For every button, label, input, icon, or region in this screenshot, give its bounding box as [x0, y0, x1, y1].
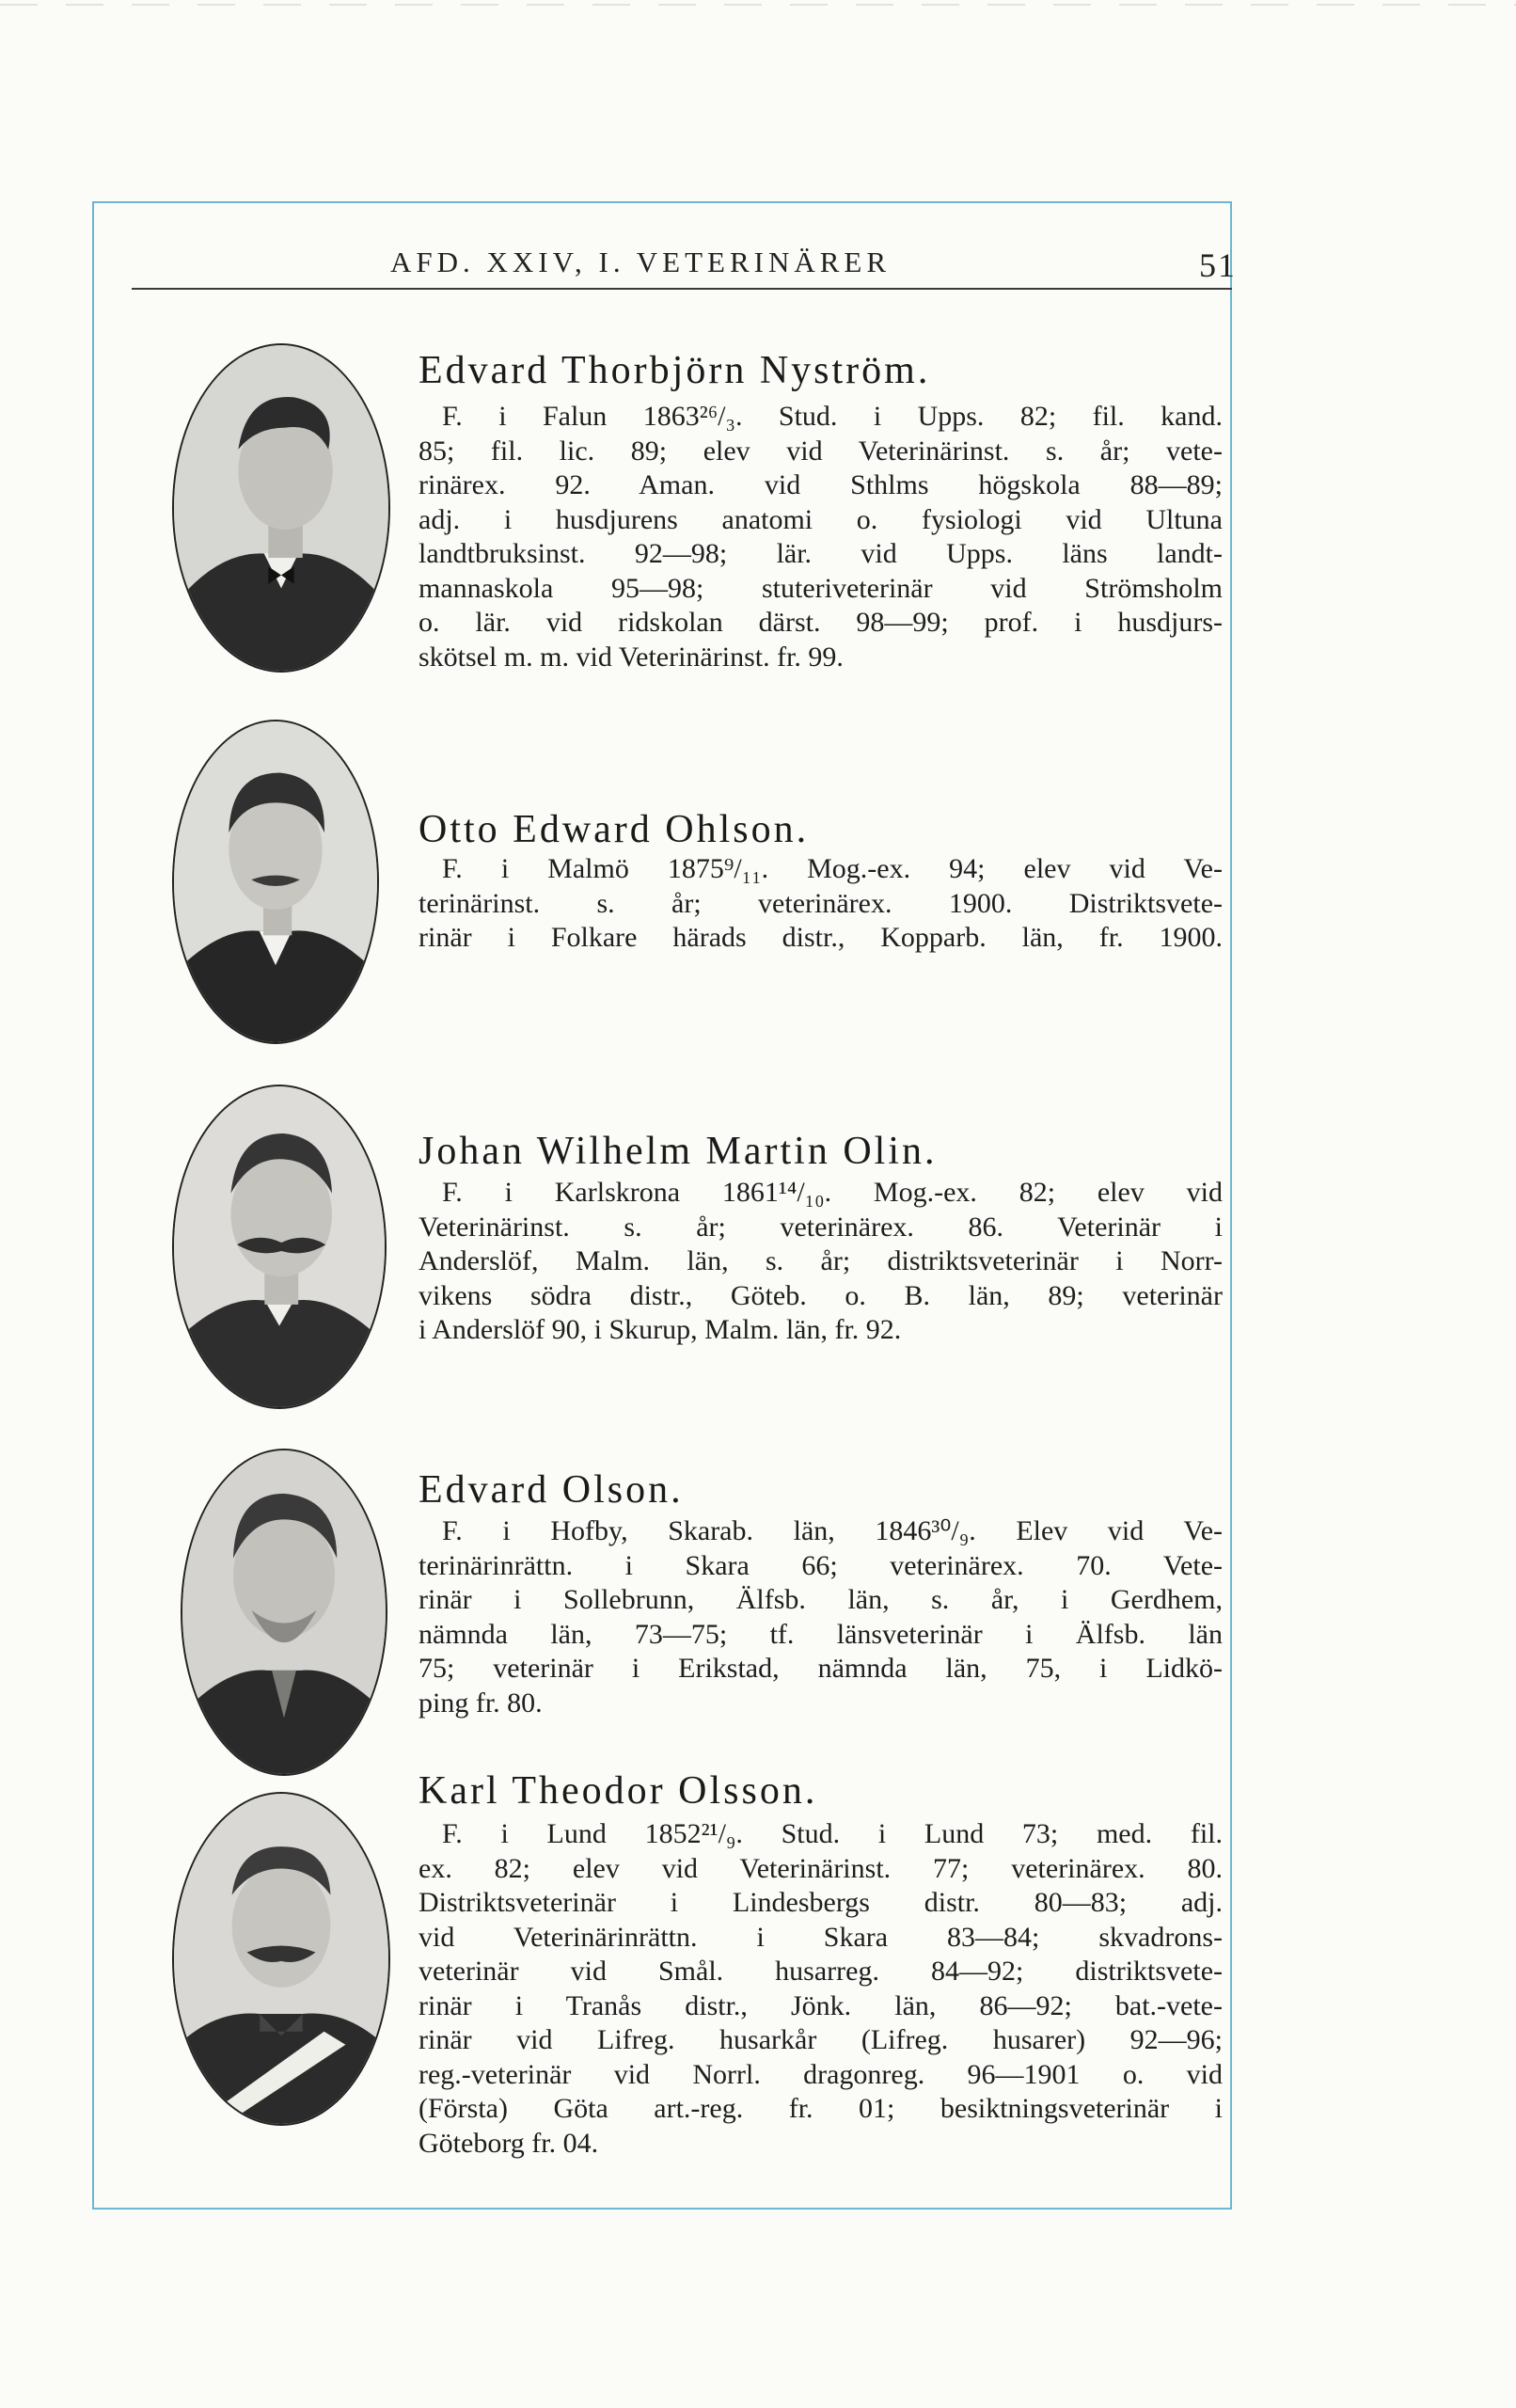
- portrait-photo-icon: [172, 720, 379, 1044]
- bio-line: rinärex. 92. Aman. vid Sthlms högskola 88—89;: [418, 469, 1223, 500]
- bio-line: i Anderslöf 90, i Skurup, Malm. län, fr. 92.: [418, 1314, 902, 1345]
- portrait-photo-icon: [172, 343, 390, 673]
- bio-line: adj. i husdjurens anatomi o. fysiologi vid Ultuna: [418, 503, 1223, 535]
- bio-line: vikens södra distr., Göteb. o. B. län, 89; veterinär: [418, 1279, 1223, 1311]
- bio-line: skötsel m. m. vid Veterinärinst. fr. 99.: [418, 641, 844, 673]
- bio-line: ping fr. 80.: [418, 1687, 543, 1719]
- bio-line: vid Veterinärinrättn. i Skara 83—84; skvadrons-: [418, 1921, 1223, 1953]
- bio-line: rinär vid Lifreg. husarkår (Lifreg. husarer) 92—96;: [418, 2024, 1223, 2055]
- bio-line: ex. 82; elev vid Veterinärinst. 77; veterinärex. 80.: [418, 1852, 1223, 1884]
- bio-line: F. i Karlskrona 1861¹⁴/₁₀. Mog.-ex. 82; elev vid: [442, 1177, 1223, 1208]
- bio-line: 75; veterinär i Erikstad, nämnda län, 75, i Lidkö-: [418, 1653, 1223, 1684]
- bio-line: Distriktsveterinär i Lindesbergs distr. 80—83; adj.: [418, 1887, 1223, 1918]
- entry-bio: [418, 852, 1223, 956]
- bio-line: o. lär. vid ridskolan därst. 98—99; prof. i husdjurs-: [418, 607, 1223, 638]
- bio-line: terinärinrättn. i Skara 66; veterinärex. 70. Vete-: [418, 1549, 1223, 1581]
- bio-line: nämnda län, 73—75; tf. länsveterinär i Älfsb. län: [418, 1618, 1223, 1650]
- bio-line: F. i Lund 1852²¹/₉. Stud. i Lund 73; med. fil.: [442, 1818, 1223, 1849]
- page-header: [390, 240, 1237, 287]
- bio-line: rinär i Sollebrunn, Älfsb. län, s. år, i Gerdhem,: [418, 1584, 1223, 1615]
- entry-bio: [418, 1817, 1223, 2161]
- portrait-photo-icon: [172, 1085, 387, 1409]
- bio-line: terinärinst. s. år; veterinärex. 1900. Distriktsvete-: [418, 887, 1223, 919]
- bio-line: mannaskola 95—98; stuteriveterinär vid Strömsholm: [418, 572, 1223, 604]
- bio-line: Göteborg fr. 04.: [418, 2127, 599, 2159]
- bio-line: F. i Malmö 1875⁹/₁₁. Mog.-ex. 94; elev vid Ve-: [442, 853, 1223, 884]
- bio-line: 85; fil. lic. 89; elev vid Veterinärinst. s. år; vete-: [418, 435, 1223, 467]
- bio-line: (Första) Göta art.-reg. fr. 01; besiktningsveterinär i: [418, 2093, 1223, 2124]
- entry-bio: [418, 400, 1223, 674]
- portrait-photo-icon: [181, 1449, 387, 1776]
- bio-line: rinär i Folkare härads distr., Kopparb. län, fr. 1900.: [418, 922, 1223, 953]
- header-rule: [132, 288, 1232, 290]
- entry-name: Edvard Thorbjörn Nyström.: [418, 349, 931, 392]
- page-edge-mark: [0, 4, 1516, 6]
- entry-name: Otto Edward Ohlson.: [418, 808, 810, 851]
- bio-line: F. i Hofby, Skarab. län, 1846³⁰/₉. Elev vid Ve-: [442, 1515, 1223, 1546]
- entry-name: Karl Theodor Olsson.: [418, 1769, 818, 1813]
- bio-line: rinär i Tranås distr., Jönk. län, 86—92; bat.-vete-: [418, 1989, 1223, 2021]
- entry-name: Edvard Olson.: [418, 1468, 684, 1512]
- entry-bio: [418, 1514, 1223, 1720]
- entry-name: Johan Wilhelm Martin Olin.: [418, 1130, 938, 1173]
- bio-line: Veterinärinst. s. år; veterinärex. 86. Veterinär i: [418, 1211, 1223, 1243]
- portrait-photo-icon: [172, 1792, 390, 2126]
- bio-line: landtbruksinst. 92—98; lär. vid Upps. läns landt-: [418, 538, 1223, 569]
- bio-line: reg.-veterinär vid Norrl. dragonreg. 96—1901 o. vid: [418, 2058, 1223, 2090]
- bio-line: F. i Falun 1863²⁶/₃. Stud. i Upps. 82; fil. kand.: [442, 401, 1223, 432]
- bio-line: Anderslöf, Malm. län, s. år; distriktsveterinär i Norr-: [418, 1245, 1223, 1276]
- entry-bio: [418, 1176, 1223, 1348]
- running-head: AFD. XXIV, I. VETERINÄRER: [390, 246, 892, 278]
- bio-line: veterinär vid Smål. husarreg. 84—92; distriktsvete-: [418, 1956, 1223, 1987]
- page-number: 51: [1199, 246, 1237, 284]
